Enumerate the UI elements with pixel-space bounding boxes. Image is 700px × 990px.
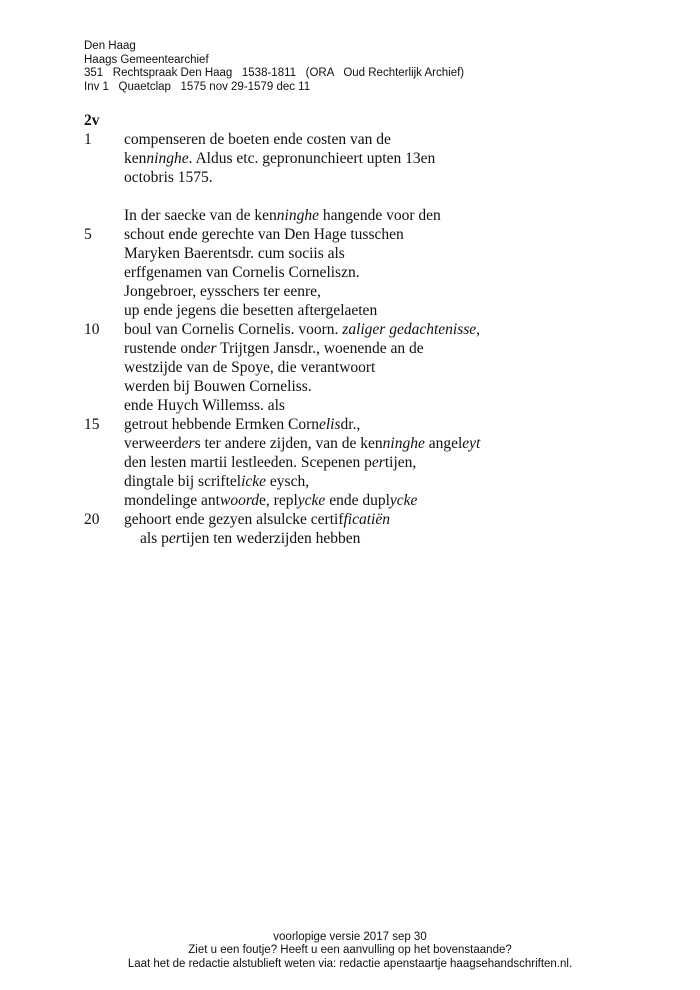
line-text: Jongebroer, eysschers ter eenre, bbox=[124, 283, 321, 300]
folio-number: 2v bbox=[84, 112, 100, 129]
text-line bbox=[0, 453, 700, 472]
document-footer bbox=[0, 931, 700, 971]
footer-contact: Laat het de redactie alstublieft weten via: redactie apenstaartje haagsehandschriften.nl. bbox=[127, 957, 573, 970]
line-text: rustende onder Trijtgen Jansdr., woenende an de bbox=[124, 340, 424, 357]
text-line bbox=[0, 301, 700, 320]
header-inventory: Inv 1 Quaetclap 1575 nov 29-1579 dec 11 bbox=[84, 80, 311, 93]
text-line bbox=[0, 244, 700, 263]
footer-question: Ziet u een foutje? Heeft u een aanvulling op het bovenstaande? bbox=[188, 944, 512, 957]
text-line bbox=[0, 206, 700, 225]
line-text: den lesten martii lestleeden. Scepenen pertijen, bbox=[124, 454, 417, 471]
line-number: 1 bbox=[84, 131, 92, 148]
line-text: als pertijen ten wederzijden hebben bbox=[140, 530, 361, 547]
line-number: 15 bbox=[84, 416, 100, 433]
line-number: 20 bbox=[84, 511, 100, 528]
line-text: erffgenamen van Cornelis Corneliszn. bbox=[124, 264, 360, 281]
text-line bbox=[0, 130, 700, 149]
line-text: getrout hebbende Ermken Cornelisdr., bbox=[124, 416, 361, 433]
text-line bbox=[0, 282, 700, 301]
text-line bbox=[0, 358, 700, 377]
text-line bbox=[0, 434, 700, 453]
text-line bbox=[0, 510, 700, 529]
text-line bbox=[0, 415, 700, 434]
text-line bbox=[0, 491, 700, 510]
line-text: octobris 1575. bbox=[124, 169, 213, 186]
line-text: In der saecke van de kenninghe hangende voor den bbox=[124, 207, 441, 224]
line-text: kenninghe. Aldus etc. gepronunchieert upten 13en bbox=[124, 150, 436, 167]
transcription-body bbox=[0, 130, 700, 548]
text-line bbox=[0, 263, 700, 282]
line-text: compenseren de boeten ende costen van de bbox=[124, 131, 391, 148]
document-header bbox=[84, 40, 464, 94]
text-line bbox=[0, 320, 700, 339]
line-text: mondelinge antwoorde, replycke ende duplycke bbox=[124, 492, 418, 509]
text-line bbox=[0, 529, 700, 548]
line-text: schout ende gerechte van Den Hage tusschen bbox=[124, 226, 404, 243]
line-text: werden bij Bouwen Corneliss. bbox=[124, 378, 312, 395]
footer-version: voorlopige versie 2017 sep 30 bbox=[273, 931, 427, 943]
line-text: up ende jegens die besetten aftergelaeten bbox=[124, 302, 378, 319]
text-line bbox=[0, 377, 700, 396]
line-text: gehoort ende gezyen alsulcke certifficatiën bbox=[124, 511, 390, 528]
text-line bbox=[0, 225, 700, 244]
text-line bbox=[0, 396, 700, 415]
line-text: ende Huych Willemss. als bbox=[124, 397, 285, 414]
line-text: westzijde van de Spoye, die verantwoort bbox=[124, 359, 376, 376]
line-number: 10 bbox=[84, 321, 100, 338]
header-collection: 351 Rechtspraak Den Haag 1538-1811 (ORA Oud Rechterlijk Archief) bbox=[84, 67, 465, 80]
text-line bbox=[0, 472, 700, 491]
line-number: 5 bbox=[84, 226, 92, 243]
text-line bbox=[0, 149, 700, 168]
line-text: boul van Cornelis Cornelis. voorn. zaliger gedachtenisse, bbox=[124, 321, 481, 338]
header-archive: Haags Gemeentearchief bbox=[84, 53, 209, 66]
text-line bbox=[0, 339, 700, 358]
paragraph-gap bbox=[0, 187, 700, 206]
header-city: Den Haag bbox=[84, 40, 136, 52]
line-text: dingtale bij scriftelicke eysch, bbox=[124, 473, 310, 490]
text-line bbox=[0, 168, 700, 187]
line-text: Maryken Baerentsdr. cum sociis als bbox=[124, 245, 345, 262]
line-text: verweerders ter andere zijden, van de kenninghe angeleyt bbox=[124, 435, 481, 452]
